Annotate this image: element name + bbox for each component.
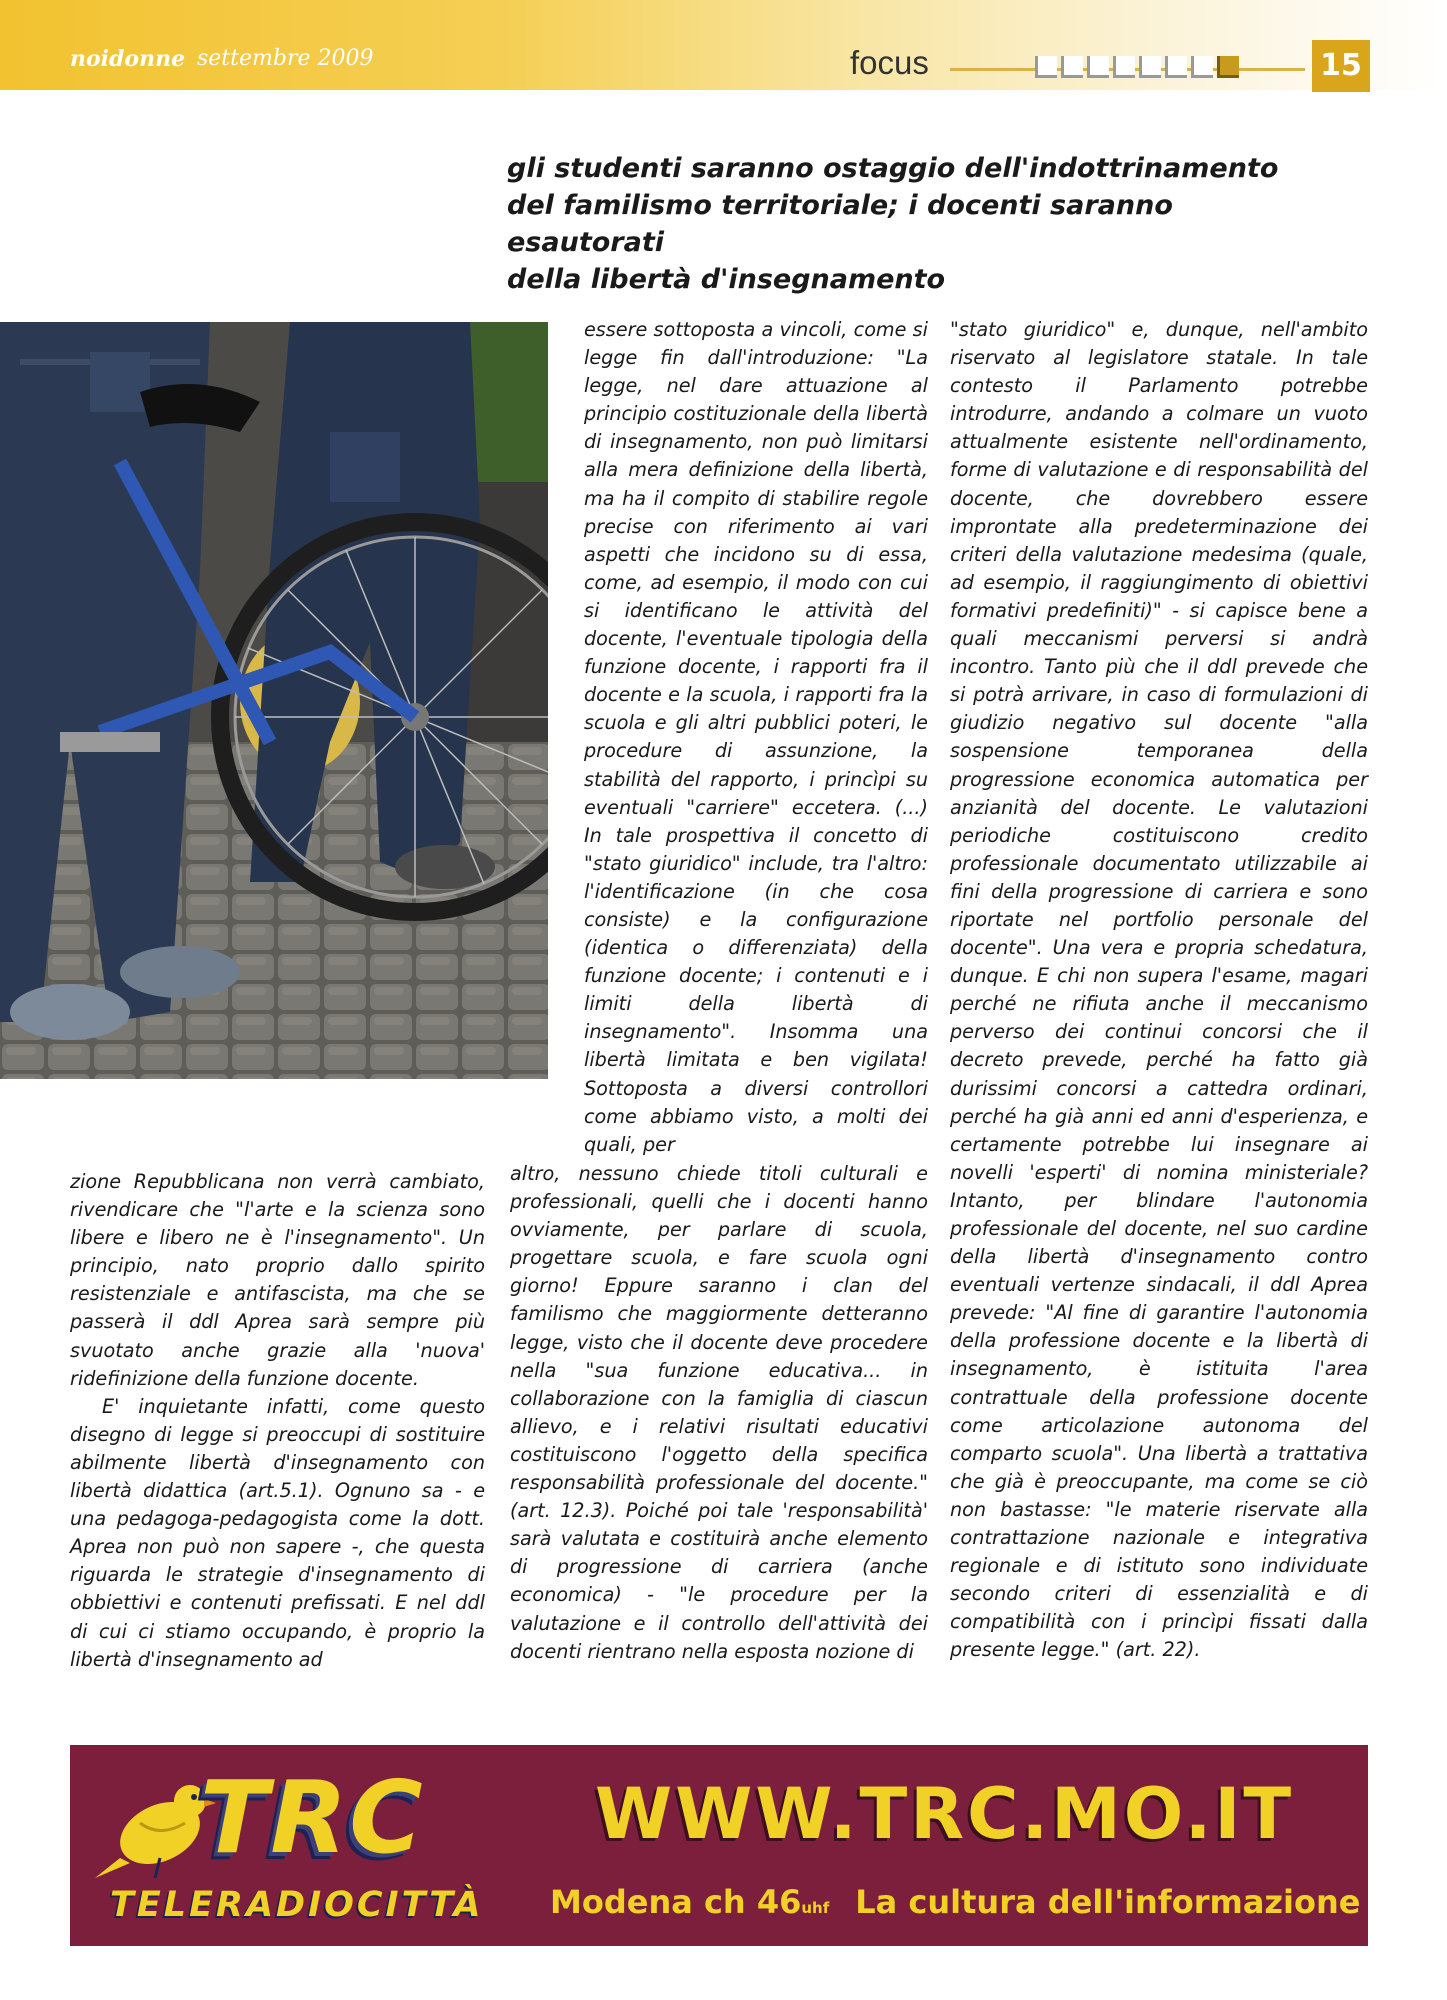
column-3-text: "stato giuridico" e, dunque, nell'ambito riservato al legislatore statale. In tale contesto il Parlamento potrebbe introdurre, andando a colmare un vuoto attualmente esistente nell'ordinamento, forme di valutazione e di responsabilità del docente, che dovrebbero essere improntate alla predeterminazione dei criteri della valutazione medesima (quale, ad esempio, il raggiungimento di obiettivi formativi predefiniti)" - si capisce bene a quali meccanismi perversi si andrà incontro. Tanto più che il ddl prevede che si potrà arrivare, in caso di formulazioni di giudizio negativo sul docente "alla sospensione temporanea della progressione economica automatica per anzianità del docente. Le valutazioni periodiche costituiscono credito professionale documentato utilizzabile ai fini della progressione di carriera e sono riportate nel portfolio personale del docente". Una vera e propria schedatura, dunque. E chi non supera l'esame, magari perché ne rifiuta anche il meccanismo perverso dei continui concorsi che il decreto prevede, perché ha fatto già durissimi concorsi a cattedra ordinari, perché ha già anni ed anni d'esperienza, e certamente potrebbe lui insegnare ai novelli 'esperti' di nomina ministeriale? Intanto, per blindare l'autonomia professionale del docente, nel suo cardine della libertà d'insegnamento contro eventuali vertenze sindacali, il ddl Aprea prevede: "Al fine di garantire l'autonomia della professione docente e la libertà di insegnamento, è istituita l'area contrattuale della professione docente come articolazione autonoma del comparto scuola". Una libertà a trattativa che già è preoccupante, ma come se ciò non bastasse: "le materie riservate alla contrattazione nazionale e integrativa regionale e di istituto sono individuate secondo criteri di essenzialità e di compatibilità con i princìpi fissati dalla presente legge." (art. 22). xyxy=(950,318,1368,1662)
headline-line-3: della libertà d'insegnamento xyxy=(507,264,946,295)
trc-logo: TRC xyxy=(200,1759,425,1876)
trc-advertisement-banner[interactable] xyxy=(70,1745,1368,1946)
deco-box-icon xyxy=(1087,56,1109,78)
students-bicycle-photo-illustration xyxy=(0,322,548,1079)
headline-line-1: gli studenti saranno ostaggio dell'indottrinamento xyxy=(507,153,1279,184)
magazine-name: noidonne xyxy=(70,46,186,72)
deco-box-icon xyxy=(1139,56,1161,78)
section-title: focus xyxy=(850,44,929,81)
ad-tagline xyxy=(550,1883,1360,1921)
column-2-bottom-text: altro, nessuno chiede titoli culturali e professionali, quelli che i docenti hanno ovviamente, per parlare di scuola, progettare scuola, e fare scuola ogni giorno! Eppure saranno i clan del familismo che maggiormente detteranno legge, visto che il docente deve procedere nella "sua funzione educativa... in collaborazione con la famiglia di ciascun allievo, e i relativi risultati educativi costituiscono l'oggetto della specifica responsabilità professionale del docente." (art. 12.3). Poiché poi tale 'responsabilità' sarà valutata e costituirà anche elemento di progressione di carriera (anche economica) - "le procedure per la valutazione e il controllo dell'attività dei docenti rientrano nella esposta nozione di xyxy=(510,1162,928,1663)
deco-box-icon xyxy=(1113,56,1135,78)
teleradiocitta-logo-text: TELERADIOCITTÀ xyxy=(110,1885,484,1925)
deco-box-icon xyxy=(1035,56,1057,78)
deco-box-filled-icon xyxy=(1217,56,1239,78)
deco-box-icon xyxy=(1191,56,1213,78)
ad-website-link[interactable]: WWW.TRC.MO.IT xyxy=(595,1773,1295,1855)
issue-date: settembre 2009 xyxy=(197,46,374,71)
ad-channel-suffix: uhf xyxy=(801,1899,830,1917)
column-1-paragraph-2: E' inquietante infatti, come questo disegno di legge si preoccupi di sostituire abilmente libertà d'insegnamento con libertà didattica (art.5.1). Ognuno sa - e una pedagoga-pedagogista come la dott. Aprea non può non sapere -, che questa riguarda le strategie d'insegnamento di obbiettivi e contenuti prefissati. E nel ddl di cui ci stiamo occupando, è proprio la libertà d'insegnamento ad xyxy=(70,1394,485,1671)
article-column-2-bottom xyxy=(510,1160,928,1666)
article-column-3 xyxy=(950,316,1368,1665)
article-headline xyxy=(507,150,1297,298)
deco-box-icon xyxy=(1165,56,1187,78)
headline-line-2: del familismo territoriale; i docenti saranno esautorati xyxy=(507,190,1173,258)
article-photo xyxy=(0,322,548,1079)
column-1-paragraph-1: zione Repubblicana non verrà cambiato, rivendicare che "l'arte e la scienza sono libere e libero ne è l'insegnamento". Un principio, nato proprio dallo spirito resistenziale e antifascista, ma che se passerà il ddl Aprea sarà sempre più svuotato anche grazie alla 'nuova' ridefinizione della funzione docente. xyxy=(70,1170,485,1390)
page-header xyxy=(0,0,1447,90)
column-2-top-text: essere sottoposta a vincoli, come si legge fin dall'introduzione: "La legge, nel dare attuazione al principio costituzionale della libertà di insegnamento, non può limitarsi alla mera definizione della libertà, ma ha il compito di stabilire regole precise con riferimento ai vari aspetti che incidono su di essa, come, ad esempio, il modo con cui si identificano le attività del docente, l'eventuale tipologia della funzione docente, i rapporti fra il docente e la scuola, i rapporti fra la scuola e gli altri pubblici poteri, le procedure di assunzione, la stabilità del rapporto, i princìpi su eventuali "carriere" eccetera. (...) In tale prospettiva il concetto di "stato giuridico" include, tra l'altro: l'identificazione (in che cosa consiste) e la configurazione (identica o differenziata) della funzione docente; i contenuti e i limiti della libertà di insegnamento". Insomma una libertà limitata e ben vigilata! Sottoposta a diversi controllori come abbiamo visto, a molti dei quali, per xyxy=(584,318,928,1156)
page-number: 15 xyxy=(1312,40,1370,92)
article-column-1 xyxy=(70,1168,485,1674)
deco-box-icon xyxy=(1061,56,1083,78)
header-decoration-boxes xyxy=(1035,56,1239,78)
article-column-2-top xyxy=(584,316,928,1159)
ad-channel: Modena ch 46 xyxy=(550,1883,802,1921)
ad-slogan: La cultura dell'informazione xyxy=(855,1883,1361,1921)
